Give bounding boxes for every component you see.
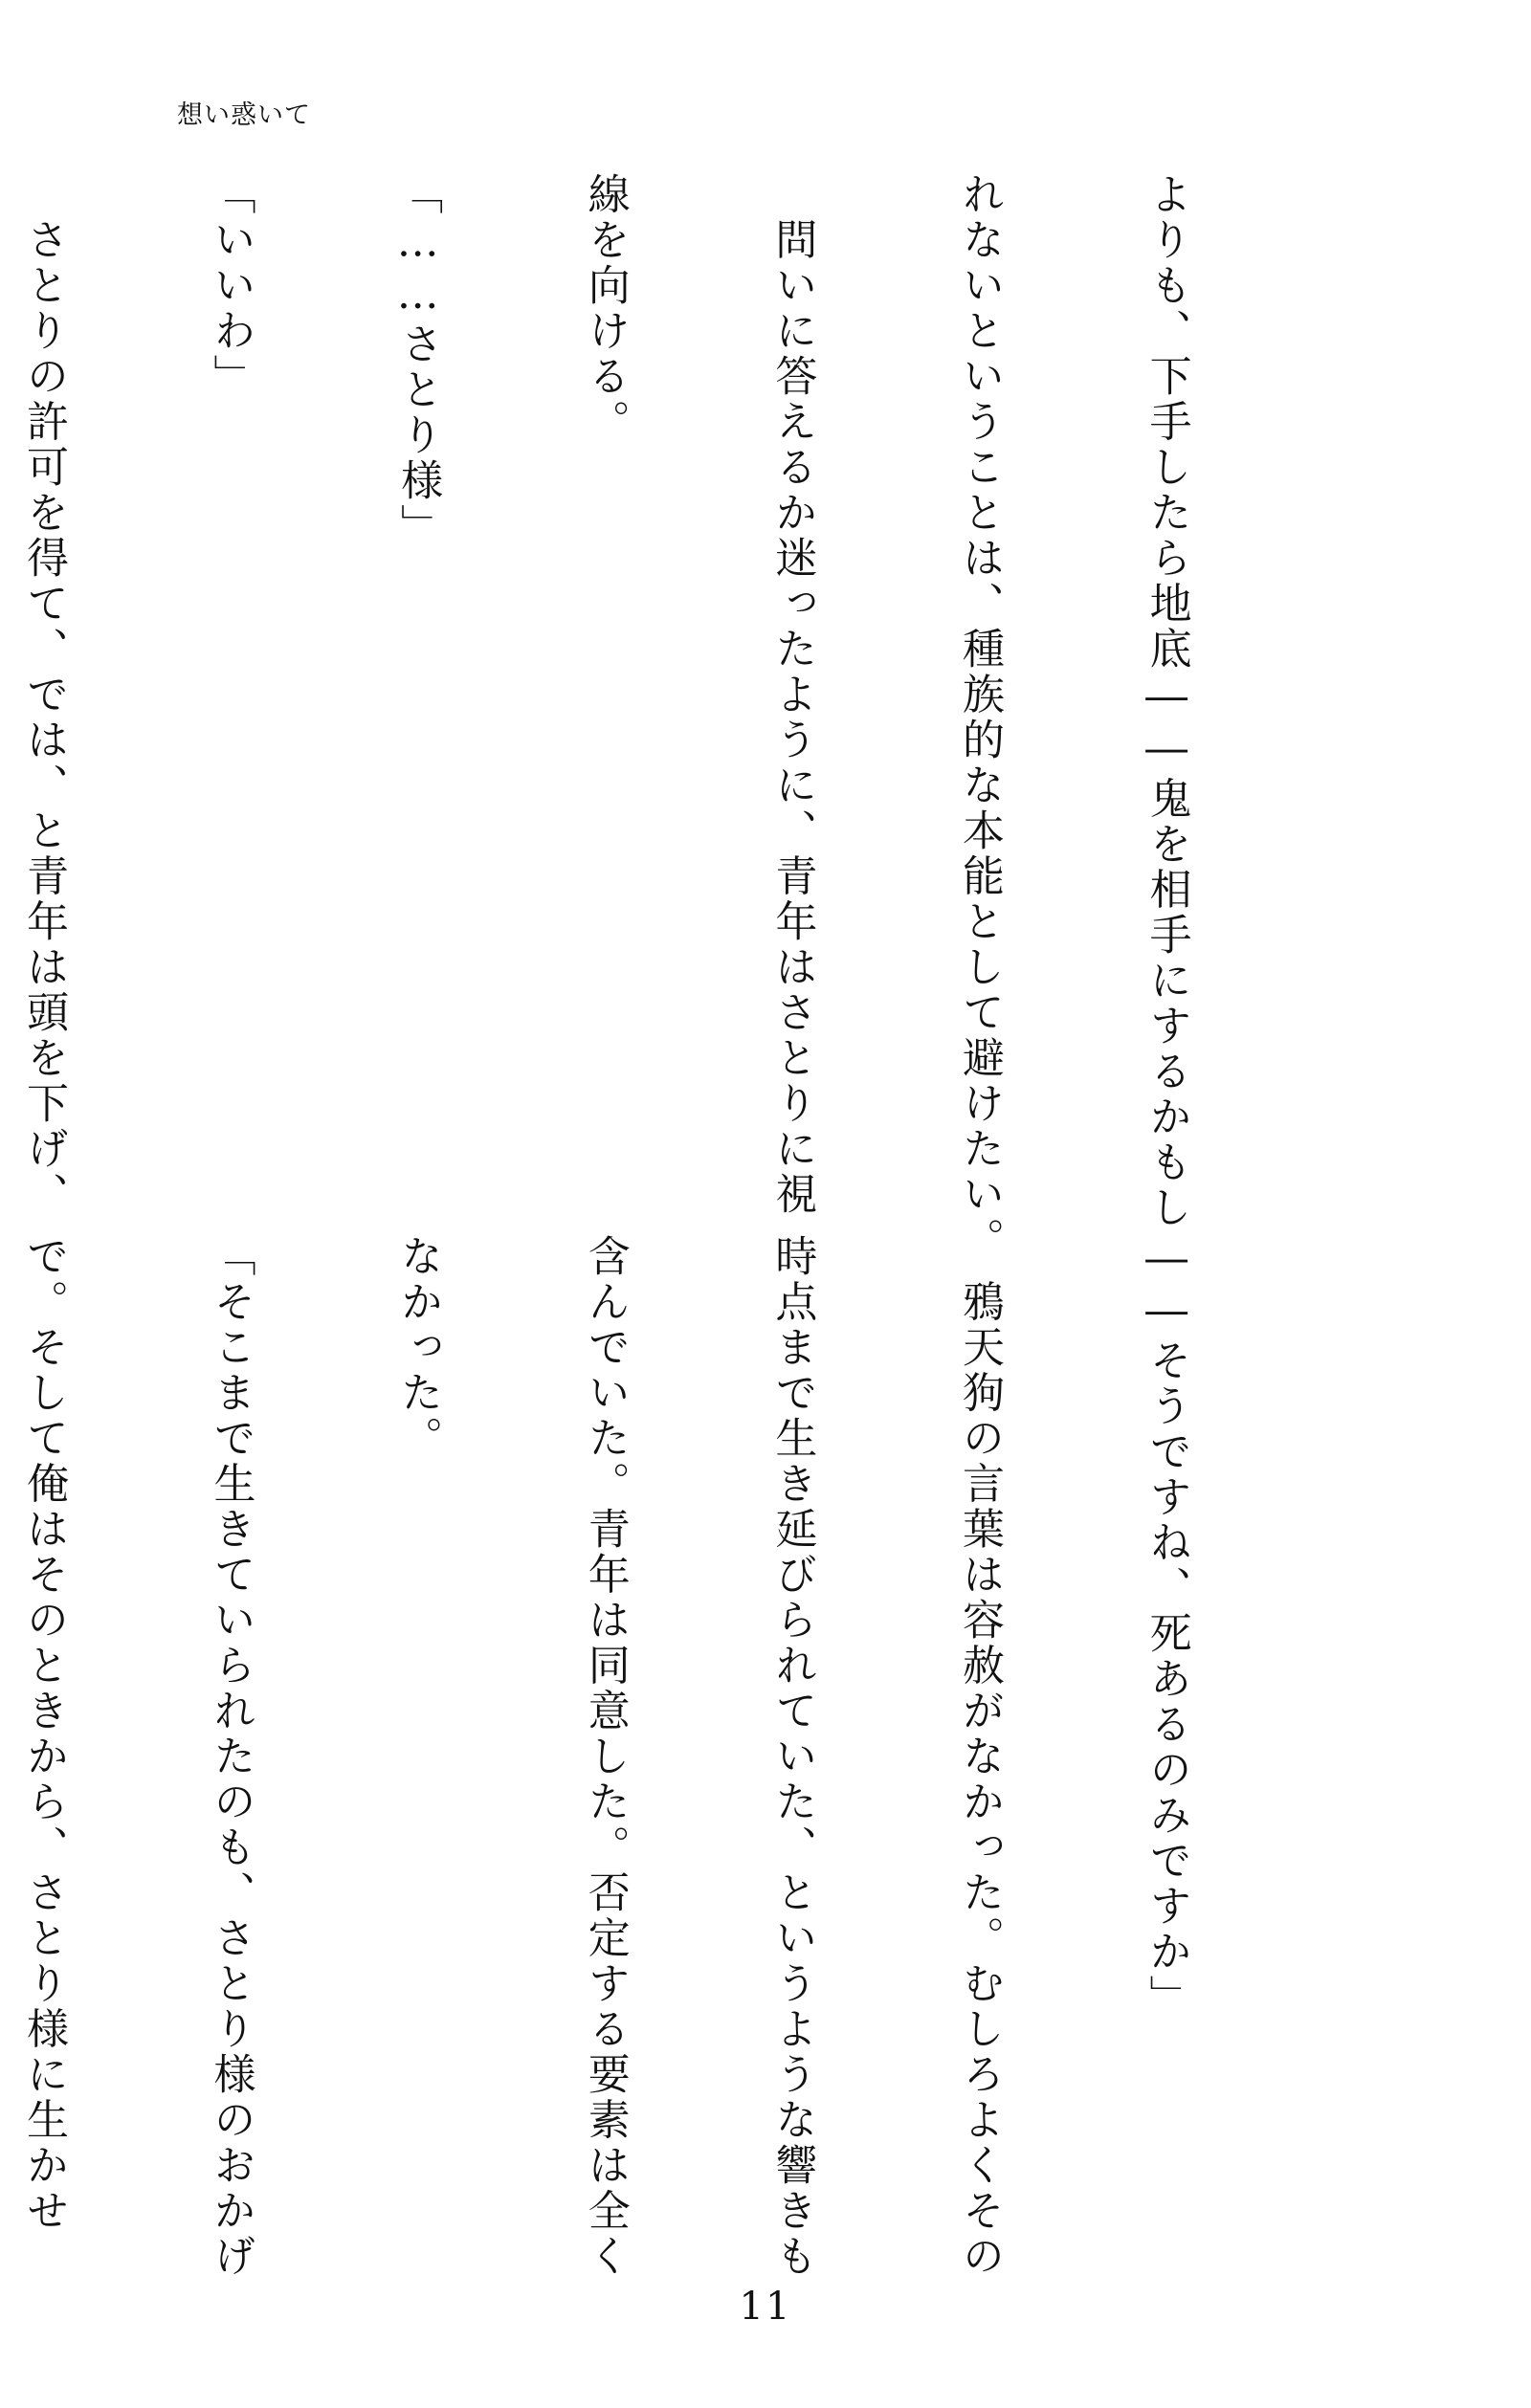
text-column: 問いに答えるか迷ったように、青年はさとりに視 [767, 172, 817, 1218]
running-header-title: 想い惑いて [177, 100, 311, 130]
text-column: 鴉天狗の言葉は容赦がなかった。むしろよくその [954, 1234, 1004, 2280]
text-column: よりも、下手したら地底――鬼を相手にするかもし [1142, 172, 1191, 1231]
text-column: 線を向ける。 [580, 172, 630, 445]
upper-text-block [18, 172, 1322, 1263]
text-column: で。そして俺はそのときから、さとり様に生かせ [18, 1234, 68, 2234]
text-column: 「……さとり様」 [393, 172, 443, 549]
text-column: なかった。 [393, 1234, 443, 1462]
text-column: 時点まで生き延びられていた、というような響きも [767, 1234, 817, 2280]
lower-text-block [18, 1234, 1322, 2280]
text-column: さとりの許可を得て、では、と青年は頭を下げ、 [18, 172, 68, 1218]
page-number: 11 [739, 2285, 792, 2329]
text-column: 含んでいた。青年は同意した。否定する要素は全く [580, 1234, 630, 2280]
text-column: 「そこまで生きていられたのも、さとり様のおかげ [206, 1234, 255, 2280]
text-column: 「いいわ」 [206, 172, 255, 400]
text-column: れないということは、種族的な本能として避けたい。 [954, 172, 1004, 1263]
text-column: ――そうですね、死あるのみですか」 [1142, 1234, 1191, 2021]
